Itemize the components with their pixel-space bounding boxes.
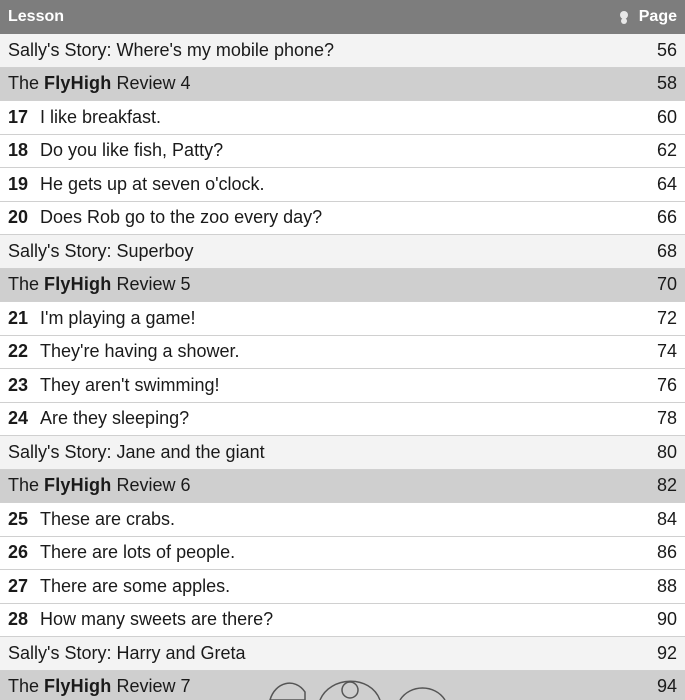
lesson-number: 23: [8, 374, 29, 395]
page-number: 70: [656, 274, 677, 295]
review-suffix: Review 6: [111, 475, 191, 496]
row-text: Sally's Story: Where's my mobile phone?: [8, 39, 335, 60]
page-number: 72: [656, 307, 677, 328]
lesson-row[interactable]: [0, 604, 685, 638]
lesson-number: 18: [8, 140, 29, 161]
row-text: Sally's Story: Jane and the giant: [8, 441, 265, 462]
lesson-row[interactable]: [0, 369, 685, 403]
lesson-row[interactable]: [0, 202, 685, 236]
review-title: [8, 73, 190, 94]
row-title: [8, 408, 189, 429]
row-text: How many sweets are there?: [40, 609, 274, 630]
review-row[interactable]: [0, 470, 685, 504]
row-title: [8, 308, 196, 329]
story-row[interactable]: [0, 34, 685, 68]
lesson-row[interactable]: [0, 168, 685, 202]
row-title: [8, 241, 194, 262]
row-text: Are they sleeping?: [40, 408, 190, 429]
lesson-number: 28: [8, 609, 29, 630]
lesson-number: 24: [8, 408, 29, 429]
brand-name: FlyHigh: [44, 676, 112, 697]
lesson-column-header: Lesson: [8, 8, 65, 25]
character-icon: [617, 10, 631, 24]
review-suffix: Review 4: [111, 73, 191, 94]
lesson-row[interactable]: [0, 101, 685, 135]
page-number: 90: [656, 609, 677, 630]
page-number: 56: [656, 39, 677, 60]
story-row[interactable]: [0, 235, 685, 269]
row-text: Sally's Story: Harry and Greta: [8, 642, 246, 663]
row-text: Sally's Story: Superboy: [8, 240, 194, 261]
review-title: [8, 676, 190, 697]
row-title: [8, 174, 265, 195]
lesson-number: 26: [8, 542, 29, 563]
review-row[interactable]: [0, 68, 685, 102]
toc-header: [0, 0, 685, 34]
row-title: [8, 676, 190, 697]
row-text: Do you like fish, Patty?: [40, 140, 224, 161]
lesson-number: 22: [8, 341, 29, 362]
row-title: [8, 207, 322, 228]
row-title: [8, 375, 220, 396]
lesson-row[interactable]: [0, 135, 685, 169]
row-text: There are some apples.: [40, 575, 231, 596]
row-title: [8, 442, 265, 463]
header-right: [617, 8, 677, 26]
row-text: There are lots of people.: [40, 542, 236, 563]
page-number: 78: [656, 408, 677, 429]
page-number: 64: [656, 173, 677, 194]
review-prefix: The: [8, 73, 45, 94]
row-title: [8, 40, 334, 61]
page-number: 92: [656, 642, 677, 663]
review-row[interactable]: [0, 671, 685, 700]
row-title: [8, 274, 190, 295]
lesson-row[interactable]: [0, 403, 685, 437]
brand-name: FlyHigh: [44, 274, 112, 295]
row-text: Does Rob go to the zoo every day?: [40, 207, 323, 228]
brand-name: FlyHigh: [44, 475, 112, 496]
page-number: 66: [656, 207, 677, 228]
row-text: They're having a shower.: [40, 341, 240, 362]
page-number: 68: [656, 240, 677, 261]
row-text: I like breakfast.: [40, 106, 162, 127]
review-suffix: Review 7: [111, 676, 191, 697]
lesson-row[interactable]: [0, 537, 685, 571]
row-title: [8, 576, 230, 597]
row-title: [8, 643, 246, 664]
page-number: 94: [656, 676, 677, 697]
lesson-row[interactable]: [0, 503, 685, 537]
lesson-row[interactable]: [0, 570, 685, 604]
page-number: 82: [656, 475, 677, 496]
review-title: [8, 274, 190, 295]
review-prefix: The: [8, 475, 45, 496]
brand-name: FlyHigh: [44, 73, 112, 94]
row-title: [8, 542, 235, 563]
page-number: 62: [656, 140, 677, 161]
page-column-header: Page: [638, 8, 677, 25]
lesson-number: 27: [8, 575, 29, 596]
row-title: [8, 140, 223, 161]
row-title: [8, 509, 175, 530]
page-number: 88: [656, 575, 677, 596]
row-text: These are crabs.: [40, 508, 176, 529]
lesson-row[interactable]: [0, 336, 685, 370]
toc-rows: [0, 34, 685, 700]
lesson-row[interactable]: [0, 302, 685, 336]
page-number: 84: [656, 508, 677, 529]
lesson-number: 19: [8, 173, 29, 194]
lesson-number: 17: [8, 106, 29, 127]
page-number: 80: [656, 441, 677, 462]
review-prefix: The: [8, 676, 45, 697]
row-text: He gets up at seven o'clock.: [40, 173, 265, 194]
review-suffix: Review 5: [111, 274, 191, 295]
page-number: 74: [656, 341, 677, 362]
story-row[interactable]: [0, 637, 685, 671]
lesson-number: 20: [8, 207, 29, 228]
lesson-number: 21: [8, 307, 29, 328]
page-number: 76: [656, 374, 677, 395]
page-number: 86: [656, 542, 677, 563]
page-number: 60: [656, 106, 677, 127]
row-text: They aren't swimming!: [40, 374, 220, 395]
page-number: 58: [656, 73, 677, 94]
row-title: [8, 475, 190, 496]
row-title: [8, 341, 240, 362]
review-prefix: The: [8, 274, 45, 295]
row-title: [8, 107, 161, 128]
row-title: [8, 609, 273, 630]
story-row[interactable]: [0, 436, 685, 470]
row-text: I'm playing a game!: [40, 307, 196, 328]
review-row[interactable]: [0, 269, 685, 303]
review-title: [8, 475, 190, 496]
lesson-number: 25: [8, 508, 29, 529]
row-title: [8, 73, 190, 94]
